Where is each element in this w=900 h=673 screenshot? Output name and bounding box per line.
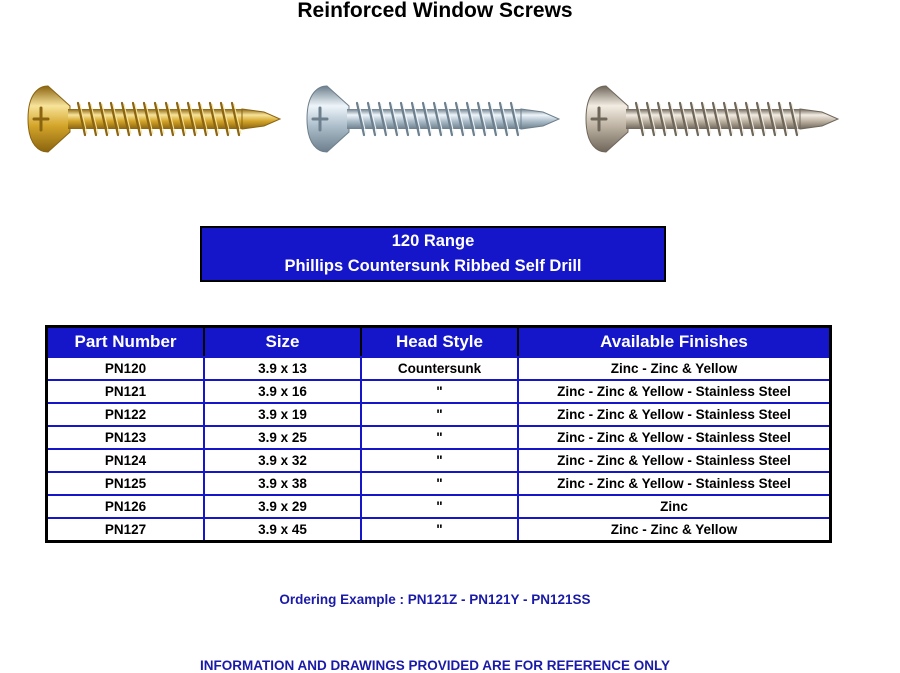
- table-row: [47, 357, 831, 380]
- table-row: [47, 426, 831, 449]
- cell-finishes: Zinc - Zinc & Yellow - Stainless Steel: [518, 380, 831, 403]
- cell-part-number: PN122: [47, 403, 205, 426]
- page-title: Reinforced Window Screws: [297, 0, 573, 22]
- cell-part-number: PN125: [47, 472, 205, 495]
- stainless-screw-icon: [576, 78, 846, 160]
- cell-size: 3.9 x 16: [204, 380, 361, 403]
- ordering-example: Ordering Example : PN121Z - PN121Y - PN121SS: [279, 592, 591, 607]
- cell-part-number: PN126: [47, 495, 205, 518]
- cell-head-style: ": [361, 449, 518, 472]
- cell-head-style: ": [361, 518, 518, 542]
- zinc-screw-icon: [297, 78, 567, 160]
- cell-head-style: Countersunk: [361, 357, 518, 380]
- range-banner: [200, 226, 666, 282]
- parts-table: [45, 325, 832, 543]
- cell-size: 3.9 x 45: [204, 518, 361, 542]
- cell-head-style: ": [361, 380, 518, 403]
- cell-finishes: Zinc - Zinc & Yellow - Stainless Steel: [518, 472, 831, 495]
- cell-finishes: Zinc - Zinc & Yellow: [518, 518, 831, 542]
- range-description: Phillips Countersunk Ribbed Self Drill: [284, 257, 582, 275]
- cell-finishes: Zinc: [518, 495, 831, 518]
- cell-head-style: ": [361, 495, 518, 518]
- table-row: [47, 449, 831, 472]
- table-row: [47, 518, 831, 542]
- cell-part-number: PN120: [47, 357, 205, 380]
- table-header-row: [47, 327, 831, 358]
- table-row: [47, 495, 831, 518]
- disclaimer: INFORMATION AND DRAWINGS PROVIDED ARE FOR REFERENCE ONLY: [199, 658, 671, 673]
- cell-head-style: ": [361, 426, 518, 449]
- cell-part-number: PN123: [47, 426, 205, 449]
- cell-part-number: PN121: [47, 380, 205, 403]
- cell-part-number: PN124: [47, 449, 205, 472]
- cell-part-number: PN127: [47, 518, 205, 542]
- cell-finishes: Zinc - Zinc & Yellow: [518, 357, 831, 380]
- header-part-number: Part Number: [47, 327, 205, 358]
- cell-finishes: Zinc - Zinc & Yellow - Stainless Steel: [518, 403, 831, 426]
- gold-screw-icon: [18, 78, 288, 160]
- cell-size: 3.9 x 13: [204, 357, 361, 380]
- header-head-style: Head Style: [361, 327, 518, 358]
- header-available-finishes: Available Finishes: [518, 327, 831, 358]
- cell-size: 3.9 x 25: [204, 426, 361, 449]
- cell-finishes: Zinc - Zinc & Yellow - Stainless Steel: [518, 449, 831, 472]
- header-size: Size: [204, 327, 361, 358]
- table-row: [47, 380, 831, 403]
- cell-size: 3.9 x 38: [204, 472, 361, 495]
- cell-finishes: Zinc - Zinc & Yellow - Stainless Steel: [518, 426, 831, 449]
- cell-head-style: ": [361, 472, 518, 495]
- cell-size: 3.9 x 32: [204, 449, 361, 472]
- range-title: 120 Range: [391, 232, 475, 250]
- table-row: [47, 403, 831, 426]
- cell-head-style: ": [361, 403, 518, 426]
- cell-size: 3.9 x 19: [204, 403, 361, 426]
- cell-size: 3.9 x 29: [204, 495, 361, 518]
- table-row: [47, 472, 831, 495]
